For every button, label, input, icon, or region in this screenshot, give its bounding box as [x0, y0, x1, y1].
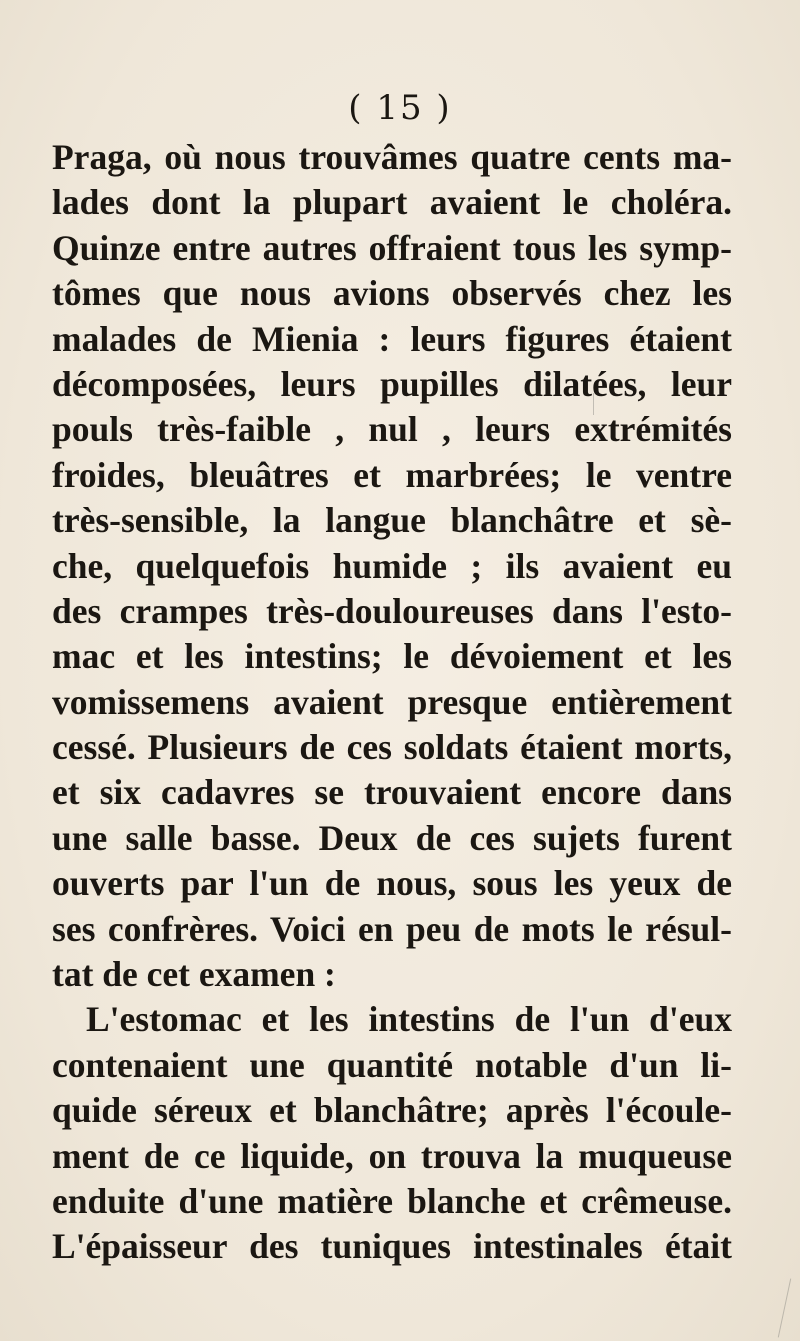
page-number: ( 15 ): [348, 88, 452, 128]
body-text: [52, 135, 732, 1270]
text-line: tômes que nous avions observés chez les: [52, 273, 732, 314]
text-line: L'estomac et les intestins de l'un d'eux: [86, 999, 732, 1040]
text-line: décomposées, leurs pupilles dilatées, leur: [52, 363, 732, 404]
text-line: enduite d'une matière blanche et crêmeuse.: [52, 1180, 732, 1221]
text-line: che, quelquefois humide ; ils avaient eu: [52, 545, 732, 586]
text-line: et six cadavres se trouvaient encore dans: [52, 772, 732, 813]
text-line: contenaient une quantité notable d'un li-: [52, 1044, 732, 1085]
text-line: vomissemens avaient presque entièrement: [52, 681, 732, 722]
text-line: ment de ce liquide, on trouva la muqueuse: [52, 1135, 732, 1176]
text-line: froides, bleuâtres et marbrées; le ventre: [52, 454, 732, 495]
text-line: Praga, où nous trouvâmes quatre cents ma-: [52, 137, 732, 177]
paper-mark: [593, 393, 594, 415]
text-line: tat de cet examen :: [52, 954, 336, 995]
text-line: ouverts par l'un de nous, sous les yeux de: [52, 863, 732, 904]
text-line: des crampes très-douloureuses dans l'esto-: [52, 590, 732, 631]
text-line: Quinze entre autres offraient tous les symp-: [52, 227, 732, 268]
text-line: très-sensible, la langue blanchâtre et sè-: [52, 500, 732, 541]
text-line: malades de Mienia : leurs figures étaient: [52, 318, 732, 359]
text-line: quide séreux et blanchâtre; après l'écoule-: [52, 1090, 732, 1131]
text-line: une salle basse. Deux de ces sujets furent: [52, 817, 732, 858]
paper-mark: [778, 1279, 791, 1338]
text-line: mac et les intestins; le dévoiement et les: [52, 636, 732, 677]
text-line: cessé. Plusieurs de ces soldats étaient morts,: [52, 727, 732, 768]
text-line: pouls très-faible , nul , leurs extrémités: [52, 409, 732, 450]
text-line: ses confrères. Voici en peu de mots le résul-: [52, 908, 732, 949]
text-line: L'épaisseur des tuniques intestinales était: [52, 1226, 732, 1267]
text-line: lades dont la plupart avaient le choléra.: [52, 182, 732, 223]
